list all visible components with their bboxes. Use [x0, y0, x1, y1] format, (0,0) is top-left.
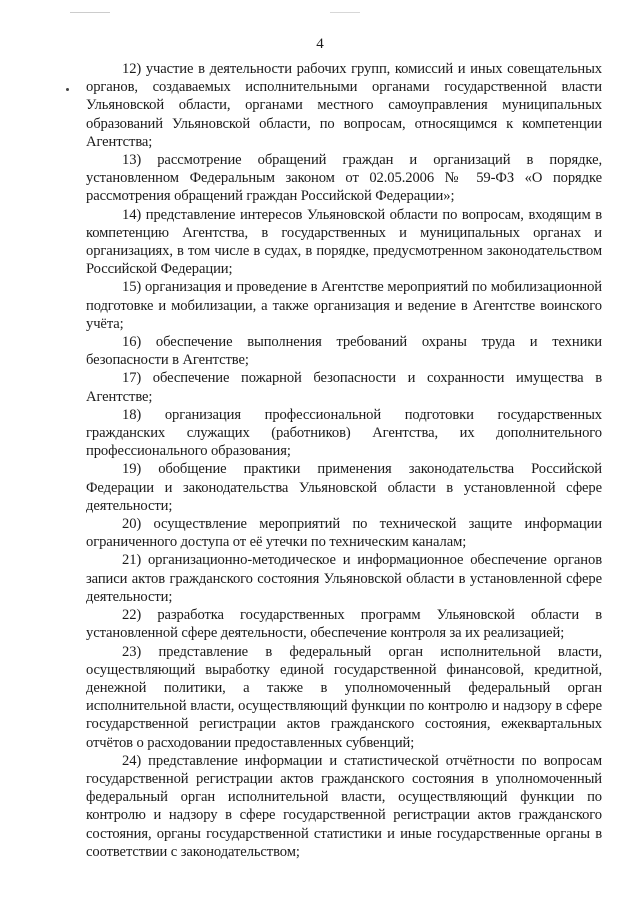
- list-item-22: 22) разработка государственных программ Ульяновской области в установленной сфере деятельности, обеспечение контроля за их реализацией;: [86, 607, 602, 642]
- list-item-21: 21) организационно-методическое и информационное обеспечение органов записи актов гражданского состояния Ульяновской области в установленной сфере деятельности;: [86, 552, 602, 605]
- list-item-16: 16) обеспечение выполнения требований охраны труда и техники безопасности в Агентстве;: [86, 334, 602, 369]
- list-item-15: 15) организация и проведение в Агентстве мероприятий по мобилизационной подготовке и мобилизации, а также организация и ведение в Агентстве воинского учёта;: [86, 279, 602, 332]
- list-item-17: 17) обеспечение пожарной безопасности и сохранности имущества в Агентстве;: [86, 370, 602, 405]
- list-item-23: 23) представление в федеральный орган исполнительной власти, осуществляющий выработку единой государственной финансовой, кредитной, денежной политики, а также в уполномоченный федеральный орган исполнительной власти, осуществляющий функции по контролю и надзору в сфере государственной регистрации актов гражданского состояния, ежеквартальных отчётов о расходовании предоставленных субвенций;: [86, 643, 602, 751]
- scan-artifact-top-left: [70, 12, 110, 13]
- list-item-14: 14) представление интересов Ульяновской области по вопросам, входящим в компетенцию Агентства, в государственных и муниципальных органах и организациях, в том числе в судах, в порядке, предусмотренном законодательством Российской Федерации;: [86, 206, 602, 278]
- document-body: [86, 60, 602, 861]
- list-item-18: 18) организация профессиональной подготовки государственных гражданских служащих (работников) Агентства, их дополнительного профессионального образования;: [86, 406, 602, 460]
- page-number: 4: [316, 36, 324, 52]
- scan-artifact-top-right: [330, 12, 360, 13]
- list-item-24: 24) представление информации и статистической отчётности по вопросам государственной регистрации актов гражданского состояния в уполномоченный федеральный орган исполнительной власти, осуществляющий функции по контролю и надзору в сфере государственной регистрации актов гражданского состояния, органы государственной статистики и иные государственные органы в соответствии с законодательством;: [86, 752, 602, 860]
- scan-dot-margin: [66, 88, 69, 91]
- list-item-12: 12) участие в деятельности рабочих групп, комиссий и иных совещательных органов, создаваемых исполнительными органами государственной власти Ульяновской области, органами местного самоуправления муниципальных образований Ульяновской области, по вопросам, относящимся к компетенции Агентства;: [86, 61, 602, 150]
- list-item-13: 13) рассмотрение обращений граждан и организаций в порядке, установленном Федеральным законом от 02.05.2006 № 59-ФЗ «О порядке рассмотрения обращений граждан Российской Федерации»;: [86, 152, 602, 205]
- list-item-19: 19) обобщение практики применения законодательства Российской Федерации и законодательства Ульяновской области в установленной сфере деятельности;: [86, 461, 602, 514]
- list-item-20: 20) осуществление мероприятий по технической защите информации ограниченного доступа от её утечки по техническим каналам;: [86, 516, 602, 551]
